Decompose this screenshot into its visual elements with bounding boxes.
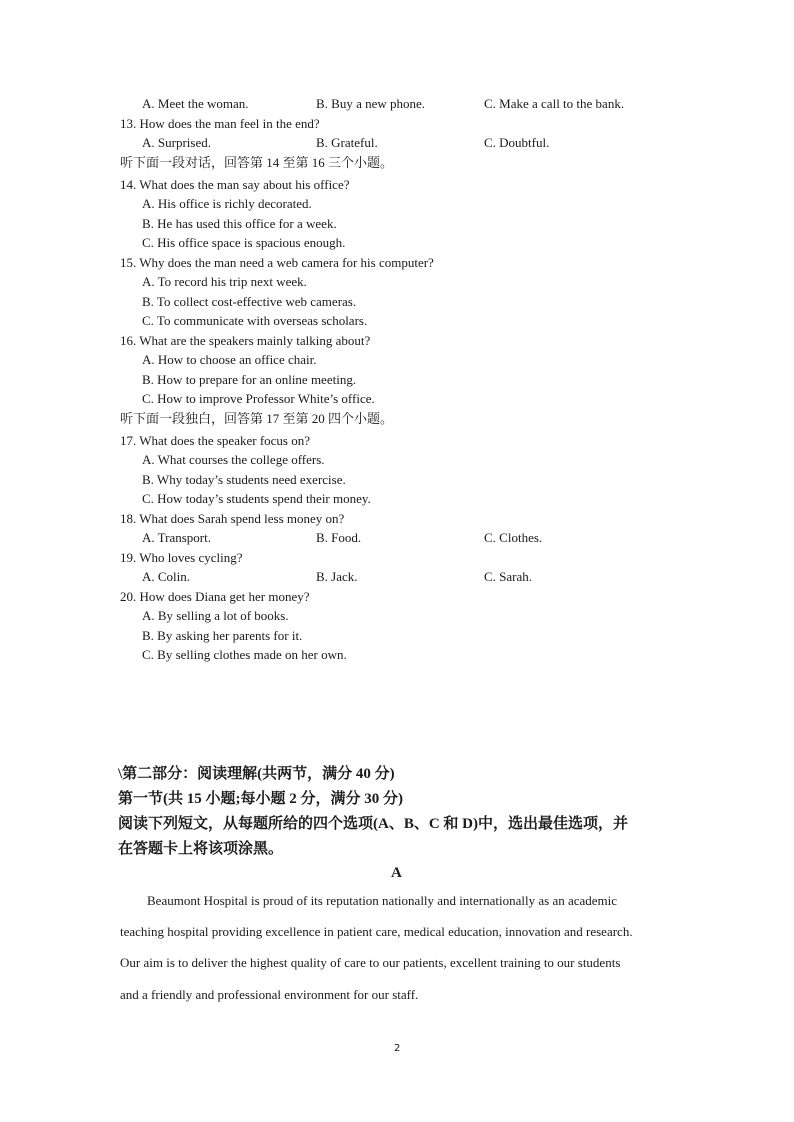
page-number: 2: [394, 1043, 401, 1054]
instruction-14-16: 听下面一段对话，回答第 14 至第 16 三个小题。: [120, 155, 394, 170]
q15-stem: 15. Why does the man need a web camera for his computer?: [120, 255, 434, 270]
q17-option-b: B. Why today’s students need exercise.: [142, 472, 346, 487]
q14-option-a: A. His office is richly decorated.: [142, 196, 312, 211]
part2-instruction-line2: 在答题卡上将该项涂黑。: [118, 841, 284, 857]
q19-option-a: A. Colin.: [142, 569, 191, 584]
q17-option-c: C. How today’s students spend their money.: [142, 491, 371, 506]
q19-stem: 19. Who loves cycling?: [120, 550, 243, 565]
q18-option-b: B. Food.: [316, 530, 362, 545]
q13-option-c: C. Doubtful.: [484, 135, 550, 150]
q19-option-c: C. Sarah.: [484, 569, 533, 584]
passage-line-1: Beaumont Hospital is proud of its reputation nationally and internationally as an academic: [147, 893, 618, 908]
passage-line-4: and a friendly and professional environment for our staff.: [120, 987, 419, 1002]
q13-stem: 13. How does the man feel in the end?: [120, 116, 320, 131]
q15-option-c: C. To communicate with overseas scholars.: [142, 313, 368, 328]
q14-stem: 14. What does the man say about his office?: [120, 177, 350, 192]
q18-option-a: A. Transport.: [142, 530, 211, 545]
q17-option-a: A. What courses the college offers.: [142, 452, 325, 467]
q19-option-b: B. Jack.: [316, 569, 358, 584]
q14-option-c: C. His office space is spacious enough.: [142, 235, 346, 250]
q15-option-a: A. To record his trip next week.: [142, 274, 307, 289]
part2-instruction-line1: 阅读下列短文，从每题所给的四个选项(A、B、C 和 D)中，选出最佳选项，并: [118, 816, 628, 832]
q12-option-a: A. Meet the woman.: [142, 96, 249, 111]
q16-stem: 16. What are the speakers mainly talking about?: [120, 333, 371, 348]
q16-option-b: B. How to prepare for an online meeting.: [142, 372, 357, 387]
passage-line-3: Our aim is to deliver the highest quality of care to our patients, excellent training to our students: [120, 955, 621, 970]
q12-option-c: C. Make a call to the bank.: [484, 96, 625, 111]
section1-heading: 第一节(共 15 小题;每小题 2 分，满分 30 分): [118, 791, 403, 807]
passage-line-2: teaching hospital providing excellence in patient care, medical education, innovation and research.: [120, 924, 633, 939]
q14-option-b: B. He has used this office for a week.: [142, 216, 337, 231]
q15-option-b: B. To collect cost-effective web cameras.: [142, 294, 357, 309]
q13-option-a: A. Surprised.: [142, 135, 211, 150]
q17-stem: 17. What does the speaker focus on?: [120, 433, 311, 448]
q18-stem: 18. What does Sarah spend less money on?: [120, 511, 345, 526]
q16-option-c: C. How to improve Professor White’s office.: [142, 391, 375, 406]
q16-option-a: A. How to choose an office chair.: [142, 352, 317, 367]
q20-option-b: B. By asking her parents for it.: [142, 628, 303, 643]
q20-stem: 20. How does Diana get her money?: [120, 589, 310, 604]
q20-option-a: A. By selling a lot of books.: [142, 608, 289, 623]
q12-option-b: B. Buy a new phone.: [316, 96, 426, 111]
q13-option-b: B. Grateful.: [316, 135, 378, 150]
passage-label: A: [391, 865, 402, 881]
part2-heading: \第二部分：阅读理解(共两节，满分 40 分): [118, 766, 395, 782]
q20-option-c: C. By selling clothes made on her own.: [142, 647, 347, 662]
instruction-17-20: 听下面一段独白，回答第 17 至第 20 四个小题。: [120, 411, 394, 426]
q18-option-c: C. Clothes.: [484, 530, 543, 545]
